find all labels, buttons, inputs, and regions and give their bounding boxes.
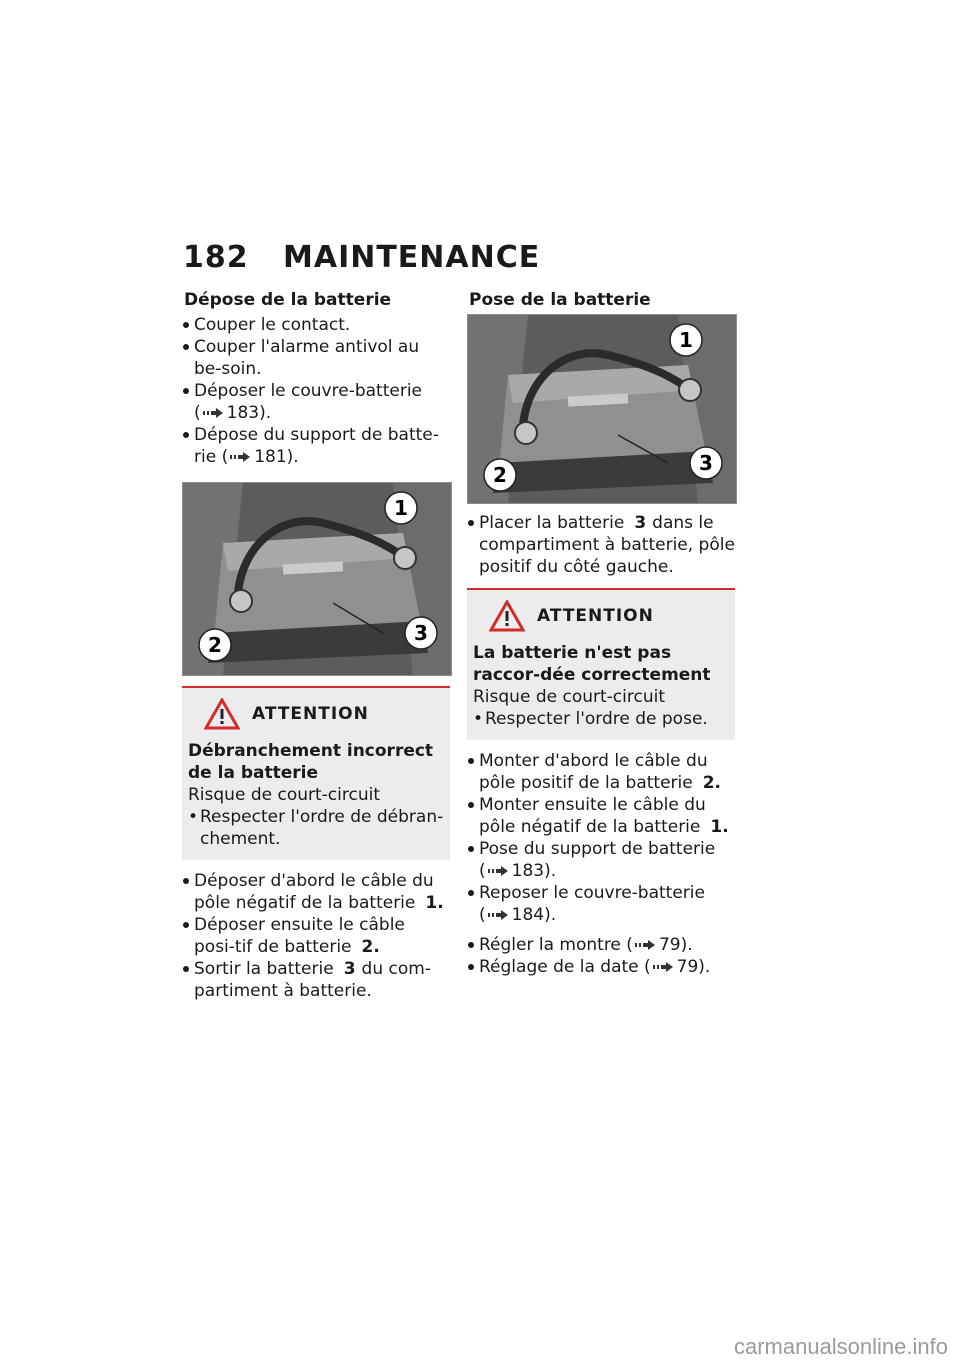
battery-illustration: [183, 483, 451, 675]
page-number: 182: [183, 240, 249, 275]
list-item: Placer la batterie 3 dans le compartiment à batterie, pôle positif du côté gauche.: [467, 512, 735, 578]
list-item: Déposer ensuite le câble posi-tif de batterie 2.: [182, 914, 450, 958]
page-ref-arrow-icon: [488, 866, 508, 876]
warning-bullet: • Respecter l'ordre de pose.: [473, 708, 729, 730]
battery-illustration: [468, 315, 736, 503]
warning-box: [467, 588, 735, 740]
page-ref[interactable]: 79).: [658, 935, 693, 955]
page-header: [183, 240, 540, 275]
list-item: Déposer d'abord le câble du pôle négatif de la batterie 1.: [182, 870, 450, 914]
chapter-title: MAINTENANCE: [283, 240, 541, 275]
warning-box: [182, 686, 450, 860]
removal-steps-2: [182, 870, 450, 1002]
svg-text:2: 2: [208, 633, 222, 657]
warning-triangle-icon: [489, 600, 525, 632]
removal-steps: [182, 314, 450, 468]
warning-text: Risque de court-circuit: [473, 687, 665, 707]
page-ref[interactable]: 183).: [511, 861, 557, 881]
install-steps-2: [467, 750, 735, 926]
page-ref-arrow-icon: [203, 408, 223, 418]
page-ref[interactable]: 183).: [226, 403, 272, 423]
list-item: Réglage de la date ( 79).: [467, 956, 735, 978]
list-item: Monter d'abord le câble du pôle positif de la batterie 2.: [467, 750, 735, 794]
page-ref[interactable]: 184).: [511, 905, 557, 925]
page-ref-arrow-icon: [230, 452, 250, 462]
warning-subtitle: Débranchement incorrect de la batterie: [188, 741, 434, 783]
svg-text:3: 3: [414, 621, 428, 645]
list-item: Dépose du support de batte-rie ( 181).: [182, 424, 450, 468]
svg-text:1: 1: [679, 328, 693, 352]
warning-text: Risque de court-circuit: [188, 785, 380, 805]
list-item: Couper l'alarme antivol au be-soin.: [182, 336, 450, 380]
svg-text:3: 3: [699, 451, 713, 475]
install-steps: [467, 512, 735, 578]
battery-removal-figure: [182, 482, 452, 676]
warning-title: ATTENTION: [252, 704, 369, 724]
section-title-removal: Dépose de la batterie: [184, 290, 392, 310]
left-column: [182, 290, 450, 1002]
page-ref-arrow-icon: [635, 940, 655, 950]
watermark: carmanualsonline.info: [733, 1334, 948, 1359]
svg-text:1: 1: [394, 496, 408, 520]
list-item: Régler la montre ( 79).: [467, 934, 735, 956]
page-ref-arrow-icon: [488, 910, 508, 920]
right-column: [467, 290, 735, 978]
warning-bullet: • Respecter l'ordre de débran-chement.: [188, 806, 444, 850]
list-item: Couper le contact.: [182, 314, 450, 336]
list-item: Pose du support de batterie ( 183).: [467, 838, 735, 882]
list-item: Sortir la batterie 3 du com-partiment à batterie.: [182, 958, 450, 1002]
page-ref[interactable]: 181).: [254, 447, 299, 467]
svg-text:2: 2: [493, 463, 507, 487]
list-item: Reposer le couvre-batterie ( 184).: [467, 882, 735, 926]
warning-title: ATTENTION: [537, 606, 654, 626]
battery-install-figure: [467, 314, 737, 504]
page-ref-arrow-icon: [653, 962, 673, 972]
install-steps-3: [467, 934, 735, 978]
section-title-install: Pose de la batterie: [469, 290, 651, 310]
list-item: Monter ensuite le câble du pôle négatif de la batterie 1.: [467, 794, 735, 838]
list-item: Déposer le couvre-batterie ( 183).: [182, 380, 450, 424]
warning-triangle-icon: [204, 698, 240, 730]
warning-subtitle: La batterie n'est pas raccor-dée correctement: [473, 643, 711, 685]
page-ref[interactable]: 79).: [676, 957, 711, 977]
